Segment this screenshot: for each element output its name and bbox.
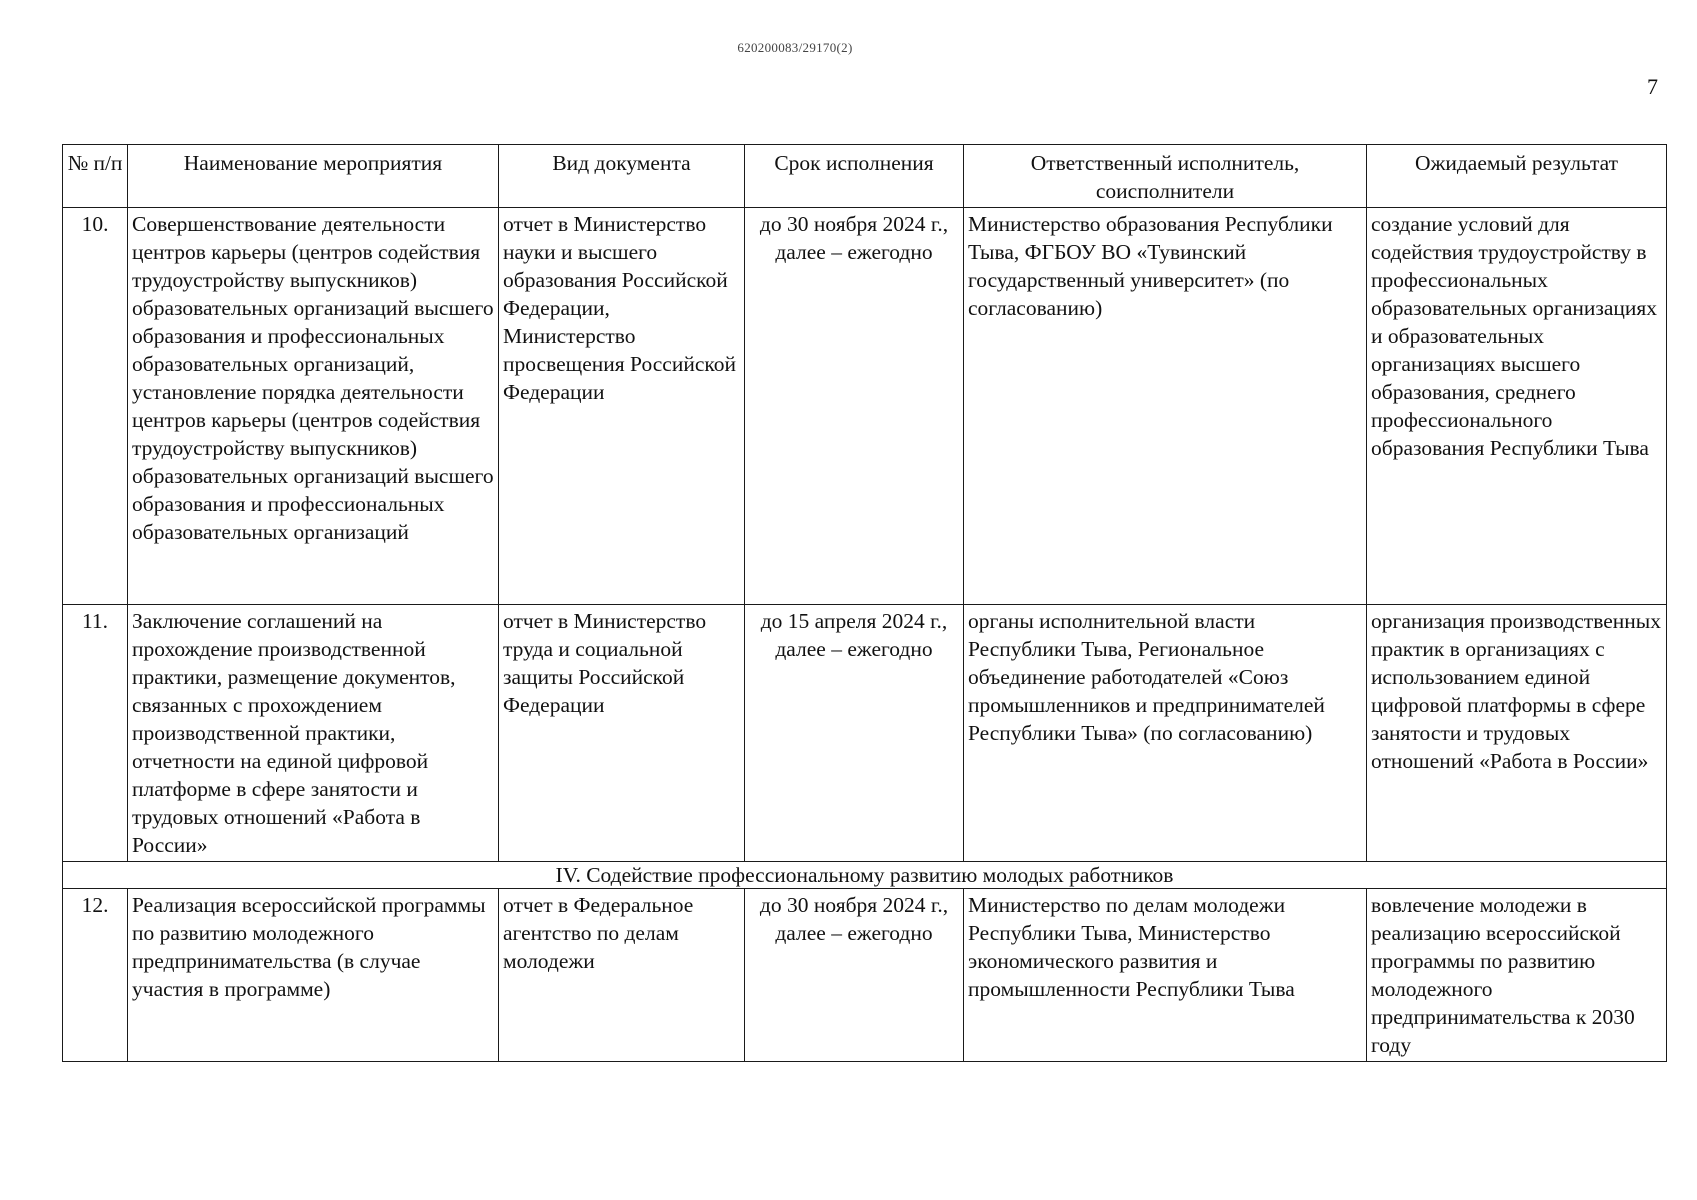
header-doc-type: Вид документа	[499, 145, 745, 208]
row-responsible: органы исполнительной власти Республики Тыва, Региональное объединение работодателей «Союз промышленников и предпринимателей Республики Тыва» (по согласованию)	[964, 605, 1367, 862]
row-responsible: Министерство образования Республики Тыва, ФГБОУ ВО «Тувинский государственный университет» (по согласованию)	[964, 208, 1367, 605]
header-responsible: Ответственный исполнитель, соисполнители	[964, 145, 1367, 208]
section-heading-row	[63, 862, 1667, 889]
header-result: Ожидаемый результат	[1367, 145, 1667, 208]
header-num: № п/п	[63, 145, 128, 208]
row-doc-type: отчет в Федеральное агентство по делам молодежи	[499, 889, 745, 1062]
row-num: 12.	[63, 889, 128, 1062]
table-row	[63, 208, 1667, 605]
row-deadline: до 30 ноября 2024 г., далее – ежегодно	[745, 889, 964, 1062]
document-code: 620200083/29170(2)	[737, 40, 853, 55]
row-name: Реализация всероссийской программы по развитию молодежного предпринимательства (в случае участия в программе)	[128, 889, 499, 1062]
row-doc-type: отчет в Министерство науки и высшего образования Российской Федерации, Министерство просвещения Российской Федерации	[499, 208, 745, 605]
row-num: 10.	[63, 208, 128, 605]
page-number: 7	[1647, 74, 1658, 99]
action-plan-table	[62, 144, 1667, 1062]
row-deadline: до 15 апреля 2024 г., далее – ежегодно	[745, 605, 964, 862]
header-deadline: Срок исполнения	[745, 145, 964, 208]
row-name: Заключение соглашений на прохождение производственной практики, размещение документов, связанных с прохождением производственной практики, отчетности на единой цифровой платформе в сфере занятости и трудовых отношений «Работа в России»	[128, 605, 499, 862]
row-num: 11.	[63, 605, 128, 862]
row-result: создание условий для содействия трудоустройству в профессиональных образовательных организациях и образовательных организациях высшего образования, среднего профессионального образования Республики Тыва	[1367, 208, 1667, 605]
table-header-row	[63, 145, 1667, 208]
row-doc-type: отчет в Министерство труда и социальной защиты Российской Федерации	[499, 605, 745, 862]
row-responsible: Министерство по делам молодежи Республики Тыва, Министерство экономического развития и промышленности Республики Тыва	[964, 889, 1367, 1062]
row-result: организация производственных практик в организациях с использованием единой цифровой платформы в сфере занятости и трудовых отношений «Работа в России»	[1367, 605, 1667, 862]
table-row	[63, 889, 1667, 1062]
table-row	[63, 605, 1667, 862]
section-title: IV. Содействие профессиональному развитию молодых работников	[63, 862, 1667, 889]
row-deadline: до 30 ноября 2024 г., далее – ежегодно	[745, 208, 964, 605]
header-name: Наименование мероприятия	[128, 145, 499, 208]
row-name: Совершенствование деятельности центров карьеры (центров содействия трудоустройству выпускников) образовательных организаций высшего образования и профессиональных образовательных организаций, установление порядка деятельности центров карьеры (центров содействия трудоустройству выпускников) образовательных организаций высшего образования и профессиональных образовательных организаций	[128, 208, 499, 605]
row-result: вовлечение молодежи в реализацию всероссийской программы по развитию молодежного предпринимательства к 2030 году	[1367, 889, 1667, 1062]
